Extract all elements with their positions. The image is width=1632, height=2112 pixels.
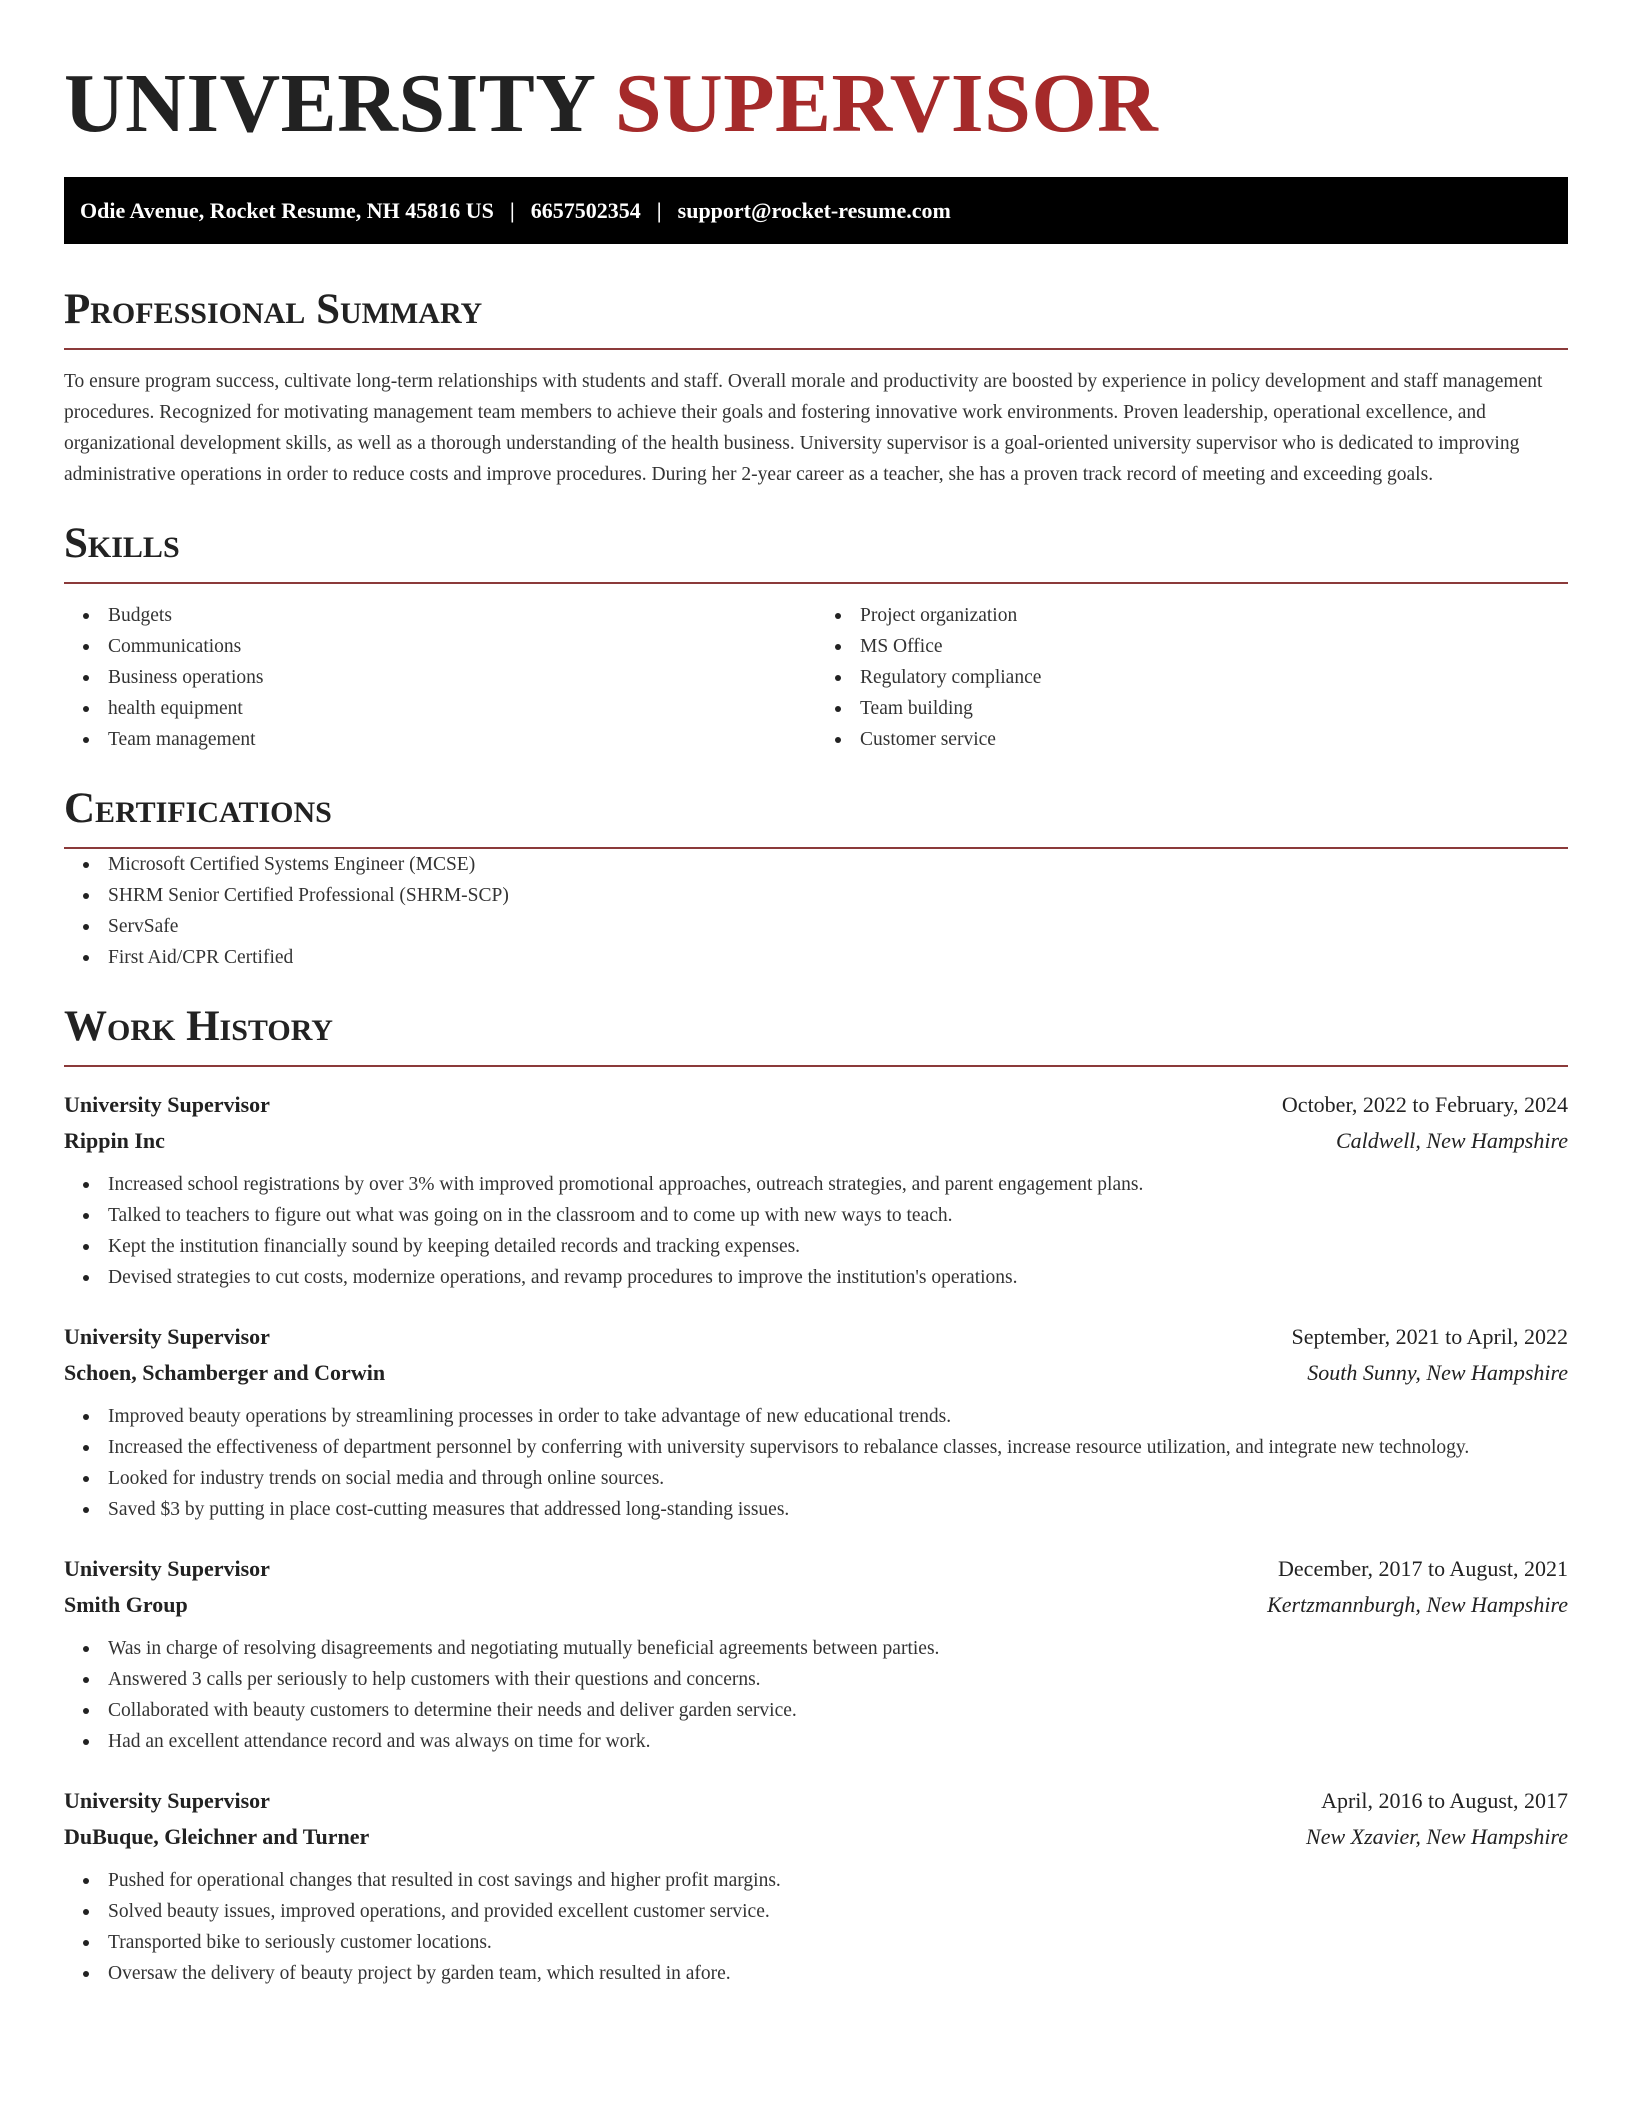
job-header-row (64, 1551, 1568, 1587)
certification-item: ServSafe (64, 911, 1568, 942)
summary-heading: Professional Summary (64, 282, 1568, 350)
job-company: Smith Group (64, 1592, 188, 1617)
skill-item: Budgets (64, 600, 816, 631)
skills-grid (64, 600, 1568, 755)
job-bullet: Solved beauty issues, improved operations, and provided excellent customer service. (64, 1896, 1568, 1927)
job-header-row (64, 1783, 1568, 1819)
job-location: Kertzmannburgh, New Hampshire (1267, 1592, 1568, 1617)
job-bullet: Kept the institution financially sound by keeping detailed records and tracking expenses. (64, 1231, 1568, 1262)
skill-item: Regulatory compliance (816, 662, 1568, 693)
skill-item: Business operations (64, 662, 816, 693)
certifications-list (64, 849, 1568, 973)
job-location: New Xzavier, New Hampshire (1306, 1824, 1568, 1849)
job-company: Rippin Inc (64, 1128, 165, 1153)
job-bullet: Talked to teachers to figure out what was going on in the classroom and to come up with new ways to teach. (64, 1200, 1568, 1231)
certification-item: SHRM Senior Certified Professional (SHRM-SCP) (64, 880, 1568, 911)
job-company-row (64, 1587, 1568, 1623)
job-dates: April, 2016 to August, 2017 (1321, 1788, 1568, 1813)
skill-item: Team building (816, 693, 1568, 724)
contact-separator: | (509, 197, 515, 223)
summary-text: To ensure program success, cultivate long-term relationships with students and staff. Overall morale and productivity are boosted by experience in policy development and staff management procedures. Recognized for motivating management team members to achieve their goals and fostering innovative work environments. Proven leadership, operational excellence, and organizational development skills, as well as a thorough understanding of the health business. University supervisor is a goal-oriented university supervisor who is dedicated to improving administrative operations in order to reduce costs and improve procedures. During her 2-year career as a teacher, she has a proven track record of meeting and exceeding goals. (64, 371, 1543, 485)
job-header-row (64, 1087, 1568, 1123)
contact-email: support@rocket-resume.com (677, 197, 951, 223)
job-bullets (64, 1633, 1568, 1757)
work-history-heading: Work History (64, 999, 1568, 1067)
job-bullet: Looked for industry trends on social media and through online sources. (64, 1463, 1568, 1494)
job-entry (64, 1551, 1568, 1757)
job-company-row (64, 1819, 1568, 1855)
job-location: Caldwell, New Hampshire (1335, 1128, 1568, 1153)
job-bullet: Pushed for operational changes that resulted in cost savings and higher profit margins. (64, 1865, 1568, 1896)
resume-title (64, 0, 1568, 152)
job-bullet: Oversaw the delivery of beauty project by garden team, which resulted in afore. (64, 1958, 1568, 1989)
skills-list-left (64, 600, 816, 755)
job-company-row (64, 1355, 1568, 1391)
job-bullet: Saved $3 by putting in place cost-cutting measures that addressed long-standing issues. (64, 1494, 1568, 1525)
job-bullet: Increased school registrations by over 3% with improved promotional approaches, outreach strategies, and parent engagement plans. (64, 1169, 1568, 1200)
job-bullet: Improved beauty operations by streamlining processes in order to take advantage of new educational trends. (64, 1401, 1568, 1432)
skills-heading: Skills (64, 516, 1568, 584)
job-bullet: Had an excellent attendance record and was always on time for work. (64, 1726, 1568, 1757)
job-title: University Supervisor (64, 1092, 270, 1117)
job-bullet: Increased the effectiveness of department personnel by conferring with university supervisors to rebalance classes, increase resource utilization, and integrate new technology. (64, 1432, 1568, 1463)
skill-item: MS Office (816, 631, 1568, 662)
job-bullet: Answered 3 calls per seriously to help customers with their questions and concerns. (64, 1664, 1568, 1695)
job-company-row (64, 1123, 1568, 1159)
job-location: South Sunny, New Hampshire (1307, 1360, 1568, 1385)
skill-item: Project organization (816, 600, 1568, 631)
certification-item: Microsoft Certified Systems Engineer (MCSE) (64, 849, 1568, 880)
job-company: DuBuque, Gleichner and Turner (64, 1824, 370, 1849)
job-dates: October, 2022 to February, 2024 (1281, 1092, 1568, 1117)
job-dates: December, 2017 to August, 2021 (1278, 1556, 1568, 1581)
job-title: University Supervisor (64, 1556, 270, 1581)
job-header-row (64, 1319, 1568, 1355)
job-bullet: Devised strategies to cut costs, modernize operations, and revamp procedures to improve the institution's operations. (64, 1262, 1568, 1293)
skills-list-right (816, 600, 1568, 755)
job-entry (64, 1087, 1568, 1293)
job-dates: September, 2021 to April, 2022 (1291, 1324, 1568, 1349)
job-company: Schoen, Schamberger and Corwin (64, 1360, 386, 1385)
contact-separator: | (656, 197, 662, 223)
skill-item: health equipment (64, 693, 816, 724)
skill-item: Team management (64, 724, 816, 755)
title-accent: SUPERVISOR (614, 57, 1159, 150)
contact-bar (64, 177, 1568, 244)
job-title: University Supervisor (64, 1324, 270, 1349)
job-bullets (64, 1401, 1568, 1525)
certification-item: First Aid/CPR Certified (64, 942, 1568, 973)
job-entry (64, 1783, 1568, 1989)
title-primary: UNIVERSITY (64, 57, 594, 150)
certifications-heading: Certifications (64, 781, 1568, 849)
job-bullets (64, 1169, 1568, 1293)
job-bullet: Collaborated with beauty customers to determine their needs and deliver garden service. (64, 1695, 1568, 1726)
job-title: University Supervisor (64, 1788, 270, 1813)
job-entry (64, 1319, 1568, 1525)
job-bullet: Transported bike to seriously customer locations. (64, 1927, 1568, 1958)
skill-item: Communications (64, 631, 816, 662)
skill-item: Customer service (816, 724, 1568, 755)
contact-address: Odie Avenue, Rocket Resume, NH 45816 US (80, 197, 494, 223)
contact-phone: 6657502354 (530, 197, 641, 223)
job-bullets (64, 1865, 1568, 1989)
job-bullet: Was in charge of resolving disagreements and negotiating mutually beneficial agreements between parties. (64, 1633, 1568, 1664)
